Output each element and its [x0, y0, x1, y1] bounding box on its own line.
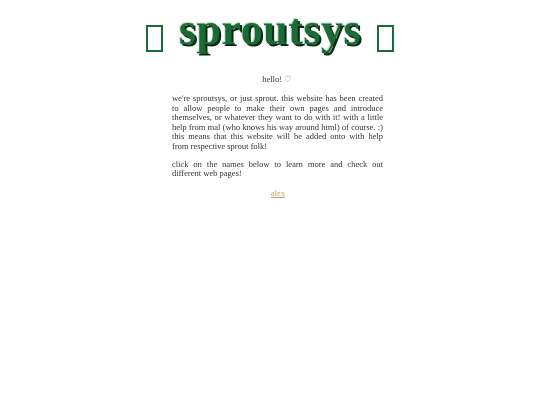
instructions-paragraph: click on the names below to learn more and check out different web pages! — [172, 158, 383, 179]
intro-content — [172, 94, 383, 187]
missing-glyph-icon — [146, 25, 163, 52]
greeting-line — [0, 74, 540, 85]
intro-paragraph: we're sproutsys, or just sprout. this website has been created to allow people to make their own pages and introduce themselves, or whatever they want to do with it! with a little help from mal (who knows his way around html) of course. :) this means that this website will be added onto with help from respective sprout folk! — [172, 93, 383, 151]
site-title: sproutsys — [178, 5, 362, 54]
heart-icon: ♡ — [284, 74, 292, 84]
site-header — [0, 6, 540, 56]
greeting-text: hello! — [262, 74, 283, 84]
missing-glyph-icon — [377, 25, 394, 52]
member-links — [0, 188, 540, 199]
link-alex[interactable]: alex — [270, 188, 286, 198]
